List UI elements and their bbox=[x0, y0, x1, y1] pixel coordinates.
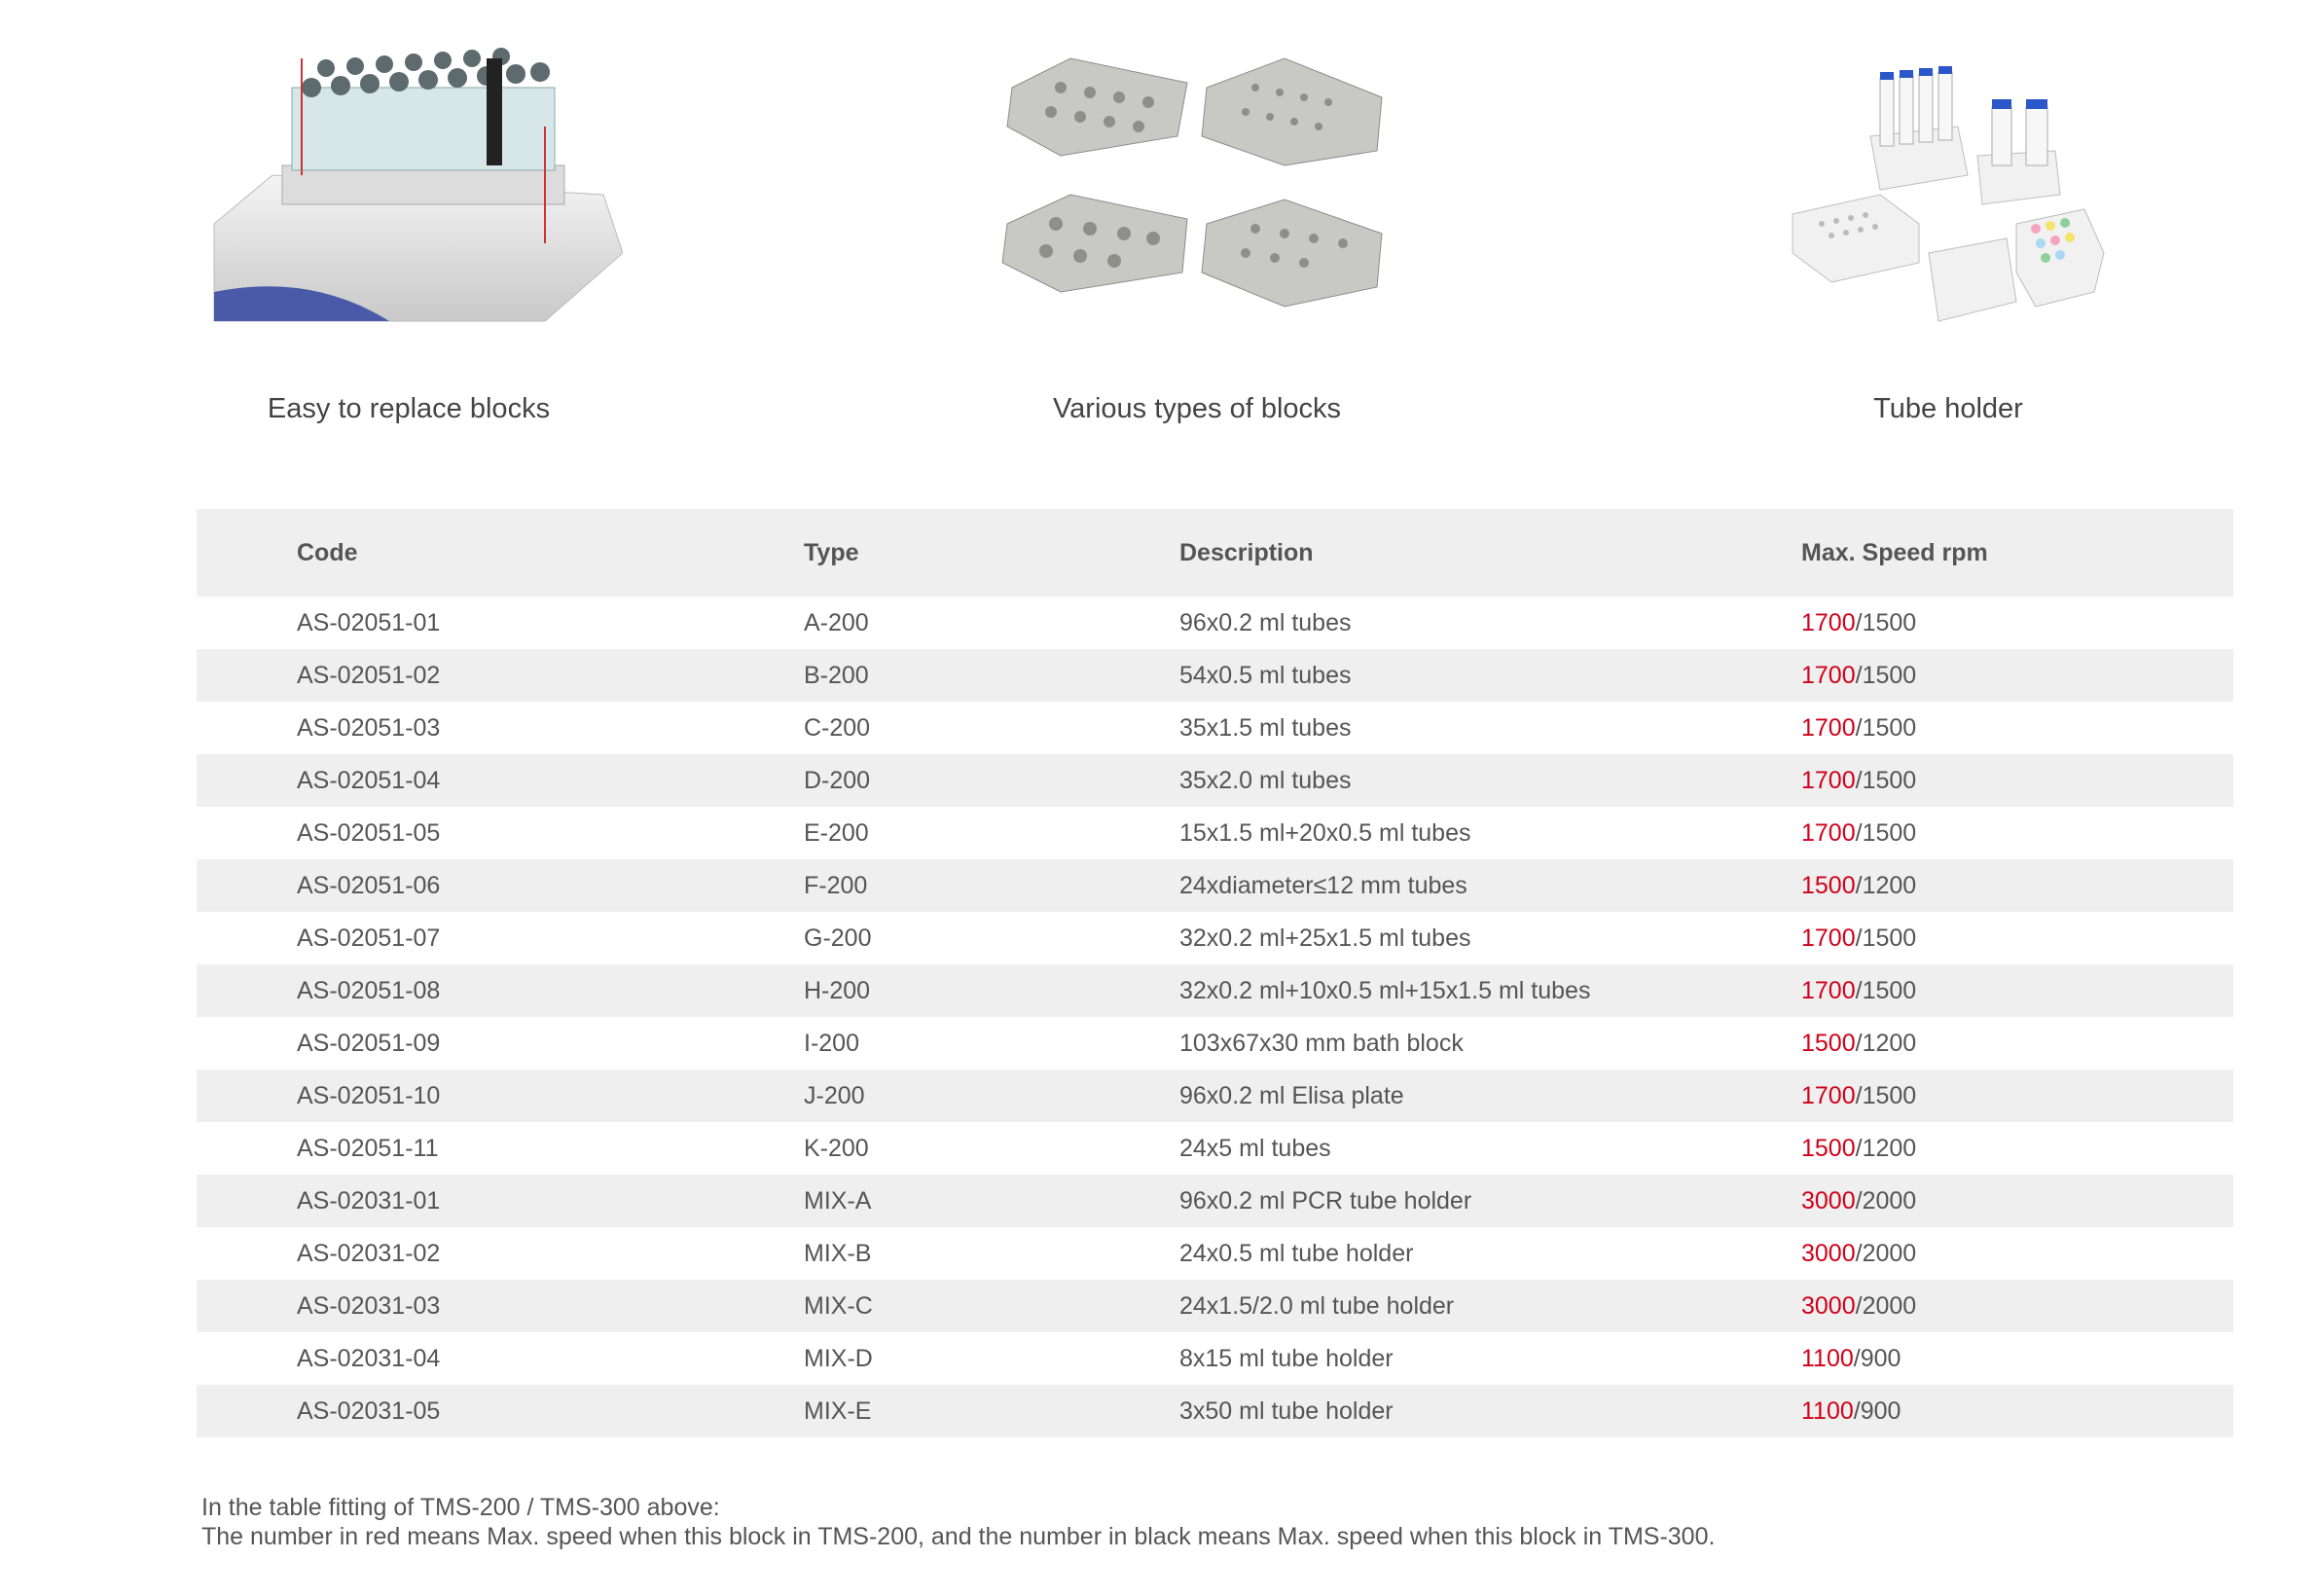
cell-description: 24x5 ml tubes bbox=[1179, 1122, 1801, 1175]
cell-description: 96x0.2 ml tubes bbox=[1179, 597, 1801, 649]
header-type: Type bbox=[804, 509, 1179, 597]
speed-tms300: /1200 bbox=[1855, 1029, 1917, 1057]
cell-description: 24x1.5/2.0 ml tube holder bbox=[1179, 1280, 1801, 1332]
speed-tms300: /1500 bbox=[1855, 713, 1917, 742]
table-row bbox=[197, 597, 2233, 649]
cell-description: 32x0.2 ml+25x1.5 ml tubes bbox=[1179, 912, 1801, 964]
speed-tms200: 1100 bbox=[1801, 1396, 1854, 1425]
feature-tube-holder bbox=[1676, 29, 2221, 425]
cell-type: I-200 bbox=[804, 1017, 1179, 1070]
cell-type: C-200 bbox=[804, 702, 1179, 754]
speed-tms200: 1700 bbox=[1801, 661, 1856, 689]
block-set-image bbox=[924, 29, 1469, 360]
feature-block-types bbox=[924, 29, 1469, 425]
cell-speed bbox=[1801, 964, 2233, 1017]
speed-tms200: 1100 bbox=[1801, 1344, 1854, 1372]
table-row bbox=[197, 1122, 2233, 1175]
cell-code: AS-02031-01 bbox=[197, 1175, 804, 1227]
cell-speed bbox=[1801, 807, 2233, 859]
speed-tms200: 1500 bbox=[1801, 1134, 1856, 1162]
feature-caption: Various types of blocks bbox=[1052, 393, 1342, 424]
cell-speed bbox=[1801, 1227, 2233, 1280]
cell-speed bbox=[1801, 1017, 2233, 1070]
cell-speed bbox=[1801, 912, 2233, 964]
note-line-2: The number in red means Max. speed when this block in TMS-200, and the number in black means Max. speed when this block in TMS-300. bbox=[201, 1523, 1716, 1550]
table-row bbox=[197, 912, 2233, 964]
table-row bbox=[197, 649, 2233, 702]
cell-speed bbox=[1801, 702, 2233, 754]
cell-description: 24xdiameter≤12 mm tubes bbox=[1179, 859, 1801, 912]
cell-description: 32x0.2 ml+10x0.5 ml+15x1.5 ml tubes bbox=[1179, 964, 1801, 1017]
cell-speed bbox=[1801, 1332, 2233, 1385]
speed-tms300: /1500 bbox=[1855, 924, 1917, 952]
cell-description: 3x50 ml tube holder bbox=[1179, 1385, 1801, 1437]
table-row bbox=[197, 1227, 2233, 1280]
table-row bbox=[197, 1385, 2233, 1437]
cell-code: AS-02051-03 bbox=[197, 702, 804, 754]
speed-tms300: /1200 bbox=[1855, 1134, 1917, 1162]
speed-tms200: 1700 bbox=[1801, 1081, 1856, 1109]
cell-code: AS-02051-02 bbox=[197, 649, 804, 702]
cell-code: AS-02051-11 bbox=[197, 1122, 804, 1175]
cell-speed bbox=[1801, 859, 2233, 912]
speed-tms200: 1500 bbox=[1801, 1029, 1856, 1057]
speed-tms200: 1700 bbox=[1801, 713, 1856, 742]
header-speed: Max. Speed rpm bbox=[1801, 509, 2233, 597]
cell-type: MIX-D bbox=[804, 1332, 1179, 1385]
speed-tms200: 1700 bbox=[1801, 818, 1856, 847]
cell-speed bbox=[1801, 1070, 2233, 1122]
speed-tms300: /1500 bbox=[1855, 818, 1917, 847]
speed-tms200: 1700 bbox=[1801, 924, 1856, 952]
speed-tms300: /900 bbox=[1853, 1344, 1901, 1372]
speed-tms300: /1500 bbox=[1855, 661, 1917, 689]
feature-caption: Easy to replace blocks bbox=[267, 393, 551, 424]
tube-holder-image bbox=[1676, 29, 2221, 360]
cell-description: 24x0.5 ml tube holder bbox=[1179, 1227, 1801, 1280]
cell-code: AS-02051-08 bbox=[197, 964, 804, 1017]
cell-code: AS-02051-06 bbox=[197, 859, 804, 912]
cell-code: AS-02051-05 bbox=[197, 807, 804, 859]
speed-tms300: /1500 bbox=[1855, 1081, 1917, 1109]
cell-code: AS-02031-04 bbox=[197, 1332, 804, 1385]
speed-tms200: 1700 bbox=[1801, 608, 1856, 636]
table-notes bbox=[201, 1493, 1715, 1551]
table-row bbox=[197, 1070, 2233, 1122]
cell-speed bbox=[1801, 1280, 2233, 1332]
shaker-block-image bbox=[136, 29, 681, 360]
table-row bbox=[197, 859, 2233, 912]
cell-type: F-200 bbox=[804, 859, 1179, 912]
cell-type: MIX-C bbox=[804, 1280, 1179, 1332]
table-row bbox=[197, 964, 2233, 1017]
table-header-row bbox=[197, 509, 2233, 597]
cell-type: MIX-A bbox=[804, 1175, 1179, 1227]
speed-tms300: /1200 bbox=[1855, 871, 1917, 899]
speed-tms300: /1500 bbox=[1855, 766, 1917, 794]
speed-tms300: /2000 bbox=[1855, 1291, 1917, 1320]
table-row bbox=[197, 702, 2233, 754]
cell-type: B-200 bbox=[804, 649, 1179, 702]
speed-tms300: /1500 bbox=[1855, 976, 1917, 1004]
cell-speed bbox=[1801, 1385, 2233, 1437]
cell-description: 15x1.5 ml+20x0.5 ml tubes bbox=[1179, 807, 1801, 859]
cell-description: 8x15 ml tube holder bbox=[1179, 1332, 1801, 1385]
table-row bbox=[197, 807, 2233, 859]
table-row bbox=[197, 1175, 2233, 1227]
cell-code: AS-02051-04 bbox=[197, 754, 804, 807]
cell-type: J-200 bbox=[804, 1070, 1179, 1122]
speed-tms200: 1700 bbox=[1801, 766, 1856, 794]
speed-tms200: 1500 bbox=[1801, 871, 1856, 899]
table-row bbox=[197, 754, 2233, 807]
table-row bbox=[197, 1280, 2233, 1332]
table-row bbox=[197, 1332, 2233, 1385]
cell-type: A-200 bbox=[804, 597, 1179, 649]
cell-code: AS-02031-03 bbox=[197, 1280, 804, 1332]
cell-code: AS-02031-02 bbox=[197, 1227, 804, 1280]
speed-tms200: 3000 bbox=[1801, 1291, 1856, 1320]
cell-type: E-200 bbox=[804, 807, 1179, 859]
speed-tms300: /2000 bbox=[1855, 1186, 1917, 1215]
speed-tms300: /900 bbox=[1853, 1396, 1901, 1425]
cell-description: 54x0.5 ml tubes bbox=[1179, 649, 1801, 702]
feature-easy-replace bbox=[136, 29, 681, 425]
speed-tms200: 3000 bbox=[1801, 1239, 1856, 1267]
speed-tms300: /2000 bbox=[1855, 1239, 1917, 1267]
header-description: Description bbox=[1179, 509, 1801, 597]
speed-tms300: /1500 bbox=[1855, 608, 1917, 636]
header-code: Code bbox=[197, 509, 804, 597]
cell-description: 35x2.0 ml tubes bbox=[1179, 754, 1801, 807]
cell-description: 35x1.5 ml tubes bbox=[1179, 702, 1801, 754]
cell-type: G-200 bbox=[804, 912, 1179, 964]
cell-speed bbox=[1801, 649, 2233, 702]
cell-type: H-200 bbox=[804, 964, 1179, 1017]
cell-description: 103x67x30 mm bath block bbox=[1179, 1017, 1801, 1070]
speed-tms200: 3000 bbox=[1801, 1186, 1856, 1215]
speed-tms200: 1700 bbox=[1801, 976, 1856, 1004]
cell-code: AS-02031-05 bbox=[197, 1385, 804, 1437]
cell-description: 96x0.2 ml PCR tube holder bbox=[1179, 1175, 1801, 1227]
cell-speed bbox=[1801, 754, 2233, 807]
note-line-1: In the table fitting of TMS-200 / TMS-300 above: bbox=[201, 1494, 720, 1521]
cell-type: K-200 bbox=[804, 1122, 1179, 1175]
table-row bbox=[197, 1017, 2233, 1070]
cell-code: AS-02051-01 bbox=[197, 597, 804, 649]
cell-speed bbox=[1801, 597, 2233, 649]
cell-code: AS-02051-10 bbox=[197, 1070, 804, 1122]
feature-caption: Tube holder bbox=[1873, 393, 2023, 424]
block-table bbox=[197, 509, 2133, 1437]
cell-description: 96x0.2 ml Elisa plate bbox=[1179, 1070, 1801, 1122]
cell-code: AS-02051-09 bbox=[197, 1017, 804, 1070]
cell-type: MIX-E bbox=[804, 1385, 1179, 1437]
cell-type: D-200 bbox=[804, 754, 1179, 807]
cell-type: MIX-B bbox=[804, 1227, 1179, 1280]
cell-code: AS-02051-07 bbox=[197, 912, 804, 964]
cell-speed bbox=[1801, 1122, 2233, 1175]
cell-speed bbox=[1801, 1175, 2233, 1227]
